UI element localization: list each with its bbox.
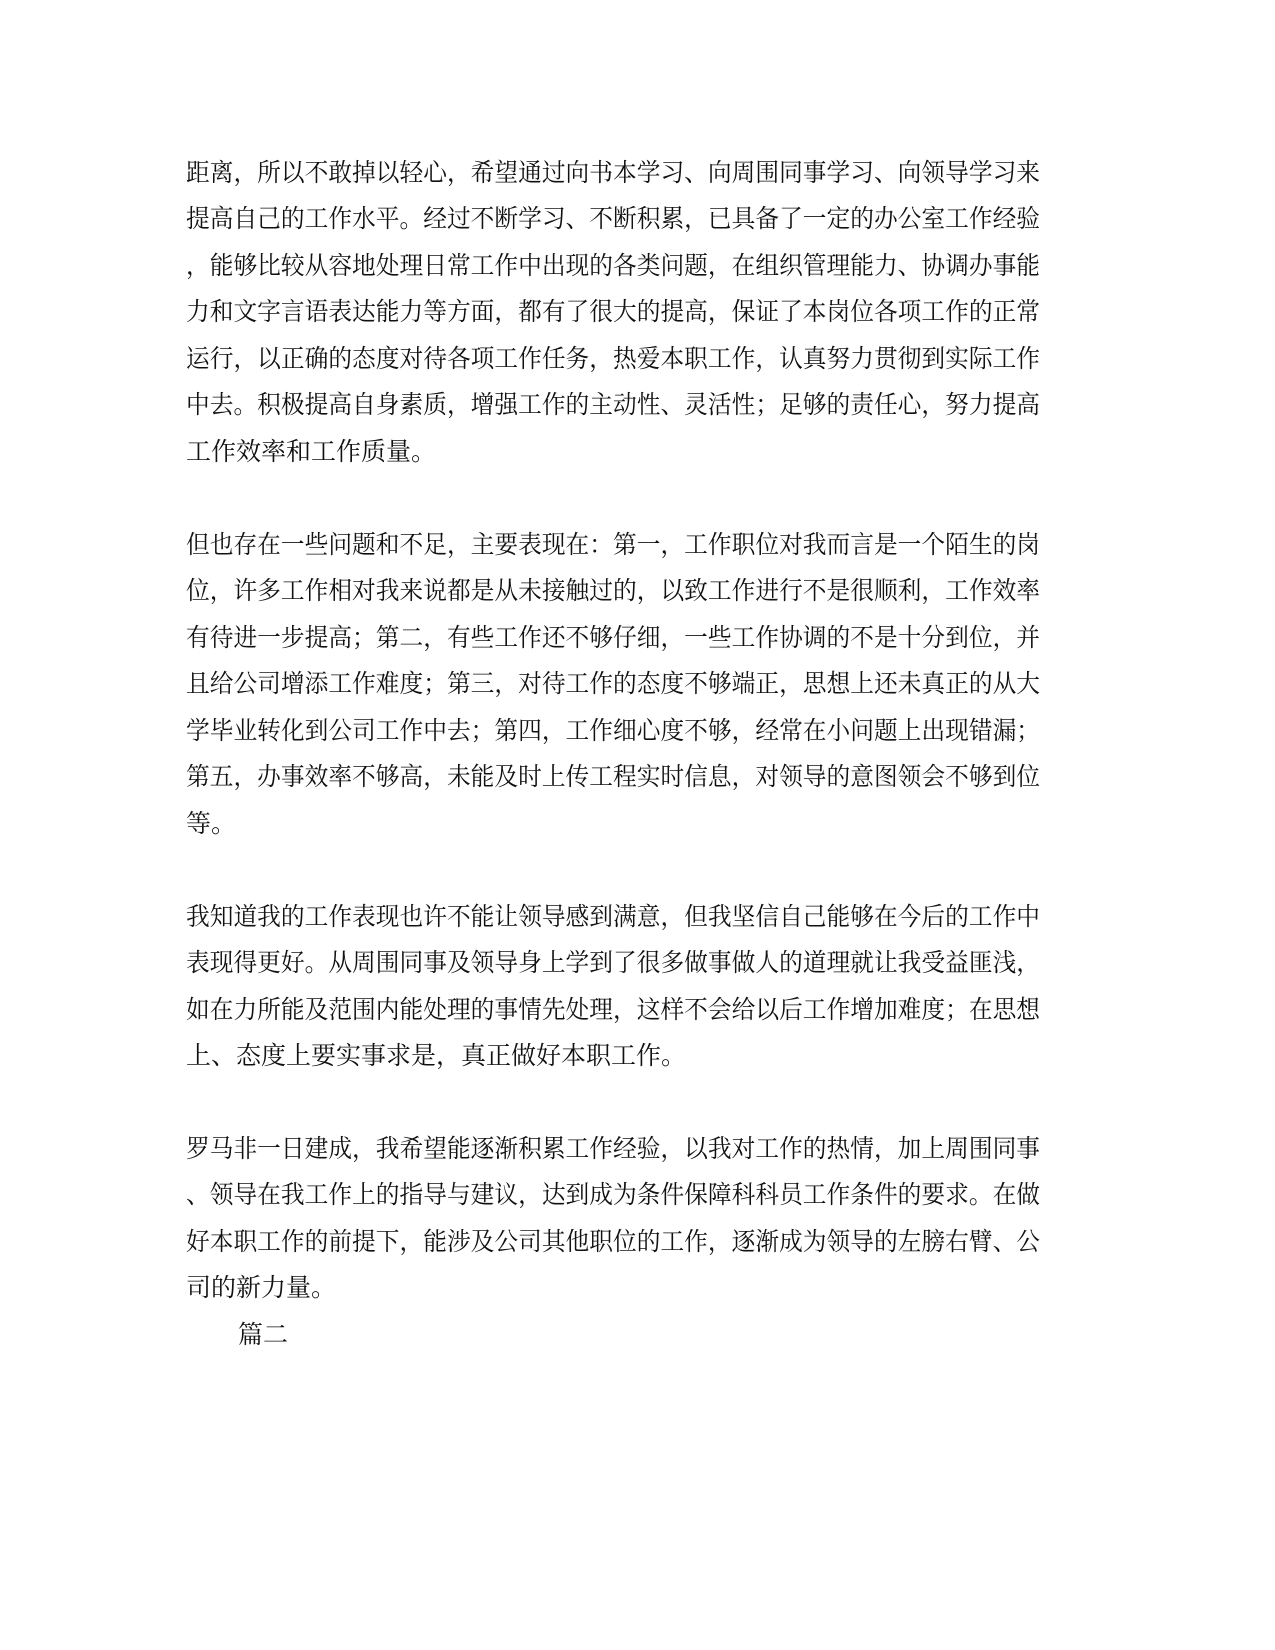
paragraph-3-line-1: 我知道我的工作表现也许不能让领导感到满意，但我坚信自己能够在今后的工作中 (186, 902, 1041, 931)
paragraph-2-line-4: 且给公司增添工作难度；第三，对待工作的态度不够端正，思想上还未真正的从大 (186, 669, 1041, 698)
paragraph-1-line-5: 运行，以正确的态度对待各项工作任务，热爱本职工作，认真努力贯彻到实际工作 (186, 344, 1041, 373)
paragraph-3-line-2: 表现得更好。从周围同事及领导身上学到了很多做事做人的道理就让我受益匪浅， (186, 948, 1041, 977)
paragraph-2-line-1: 但也存在一些问题和不足，主要表现在：第一，工作职位对我而言是一个陌生的岗 (186, 530, 1041, 559)
paragraph-1-line-1: 距离，所以不敢掉以轻心，希望通过向书本学习、向周围同事学习、向领导学习来 (186, 158, 1041, 187)
paragraph-4-line-3: 好本职工作的前提下，能涉及公司其他职位的工作，逐渐成为领导的左膀右臂、公 (186, 1227, 1041, 1256)
section-heading: 篇二 (238, 1320, 289, 1349)
paragraph-4-line-1: 罗马非一日建成，我希望能逐渐积累工作经验，以我对工作的热情，加上周围同事 (186, 1134, 1041, 1163)
paragraph-4-line-4: 司的新力量。 (186, 1273, 337, 1302)
paragraph-2-line-7: 等。 (186, 809, 237, 838)
paragraph-1-line-3: ，能够比较从容地处理日常工作中出现的各类问题，在组织管理能力、协调办事能 (186, 251, 1041, 280)
paragraph-1-line-6: 中去。积极提高自身素质，增强工作的主动性、灵活性；足够的责任心，努力提高 (186, 390, 1041, 419)
paragraph-1-line-4: 力和文字言语表达能力等方面，都有了很大的提高，保证了本岗位各项工作的正常 (186, 297, 1041, 326)
paragraph-3-line-4: 上、态度上要实事求是，真正做好本职工作。 (186, 1041, 687, 1070)
paragraph-4-line-2: 、领导在我工作上的指导与建议，达到成为条件保障科科员工作条件的要求。在做 (186, 1180, 1041, 1209)
paragraph-2-line-2: 位，许多工作相对我来说都是从未接触过的，以致工作进行不是很顺利，工作效率 (186, 576, 1041, 605)
paragraph-2-line-6: 第五，办事效率不够高，未能及时上传工程实时信息，对领导的意图领会不够到位 (186, 762, 1041, 791)
paragraph-2-line-5: 学毕业转化到公司工作中去；第四，工作细心度不够，经常在小问题上出现错漏； (186, 716, 1041, 745)
paragraph-1-line-2: 提高自己的工作水平。经过不断学习、不断积累，已具备了一定的办公室工作经验 (186, 204, 1041, 233)
paragraph-1-line-7: 工作效率和工作质量。 (186, 437, 437, 466)
paragraph-3-line-3: 如在力所能及范围内能处理的事情先处理，这样不会给以后工作增加难度；在思想 (186, 995, 1041, 1024)
paragraph-2-line-3: 有待进一步提高；第二，有些工作还不够仔细，一些工作协调的不是十分到位，并 (186, 623, 1041, 652)
